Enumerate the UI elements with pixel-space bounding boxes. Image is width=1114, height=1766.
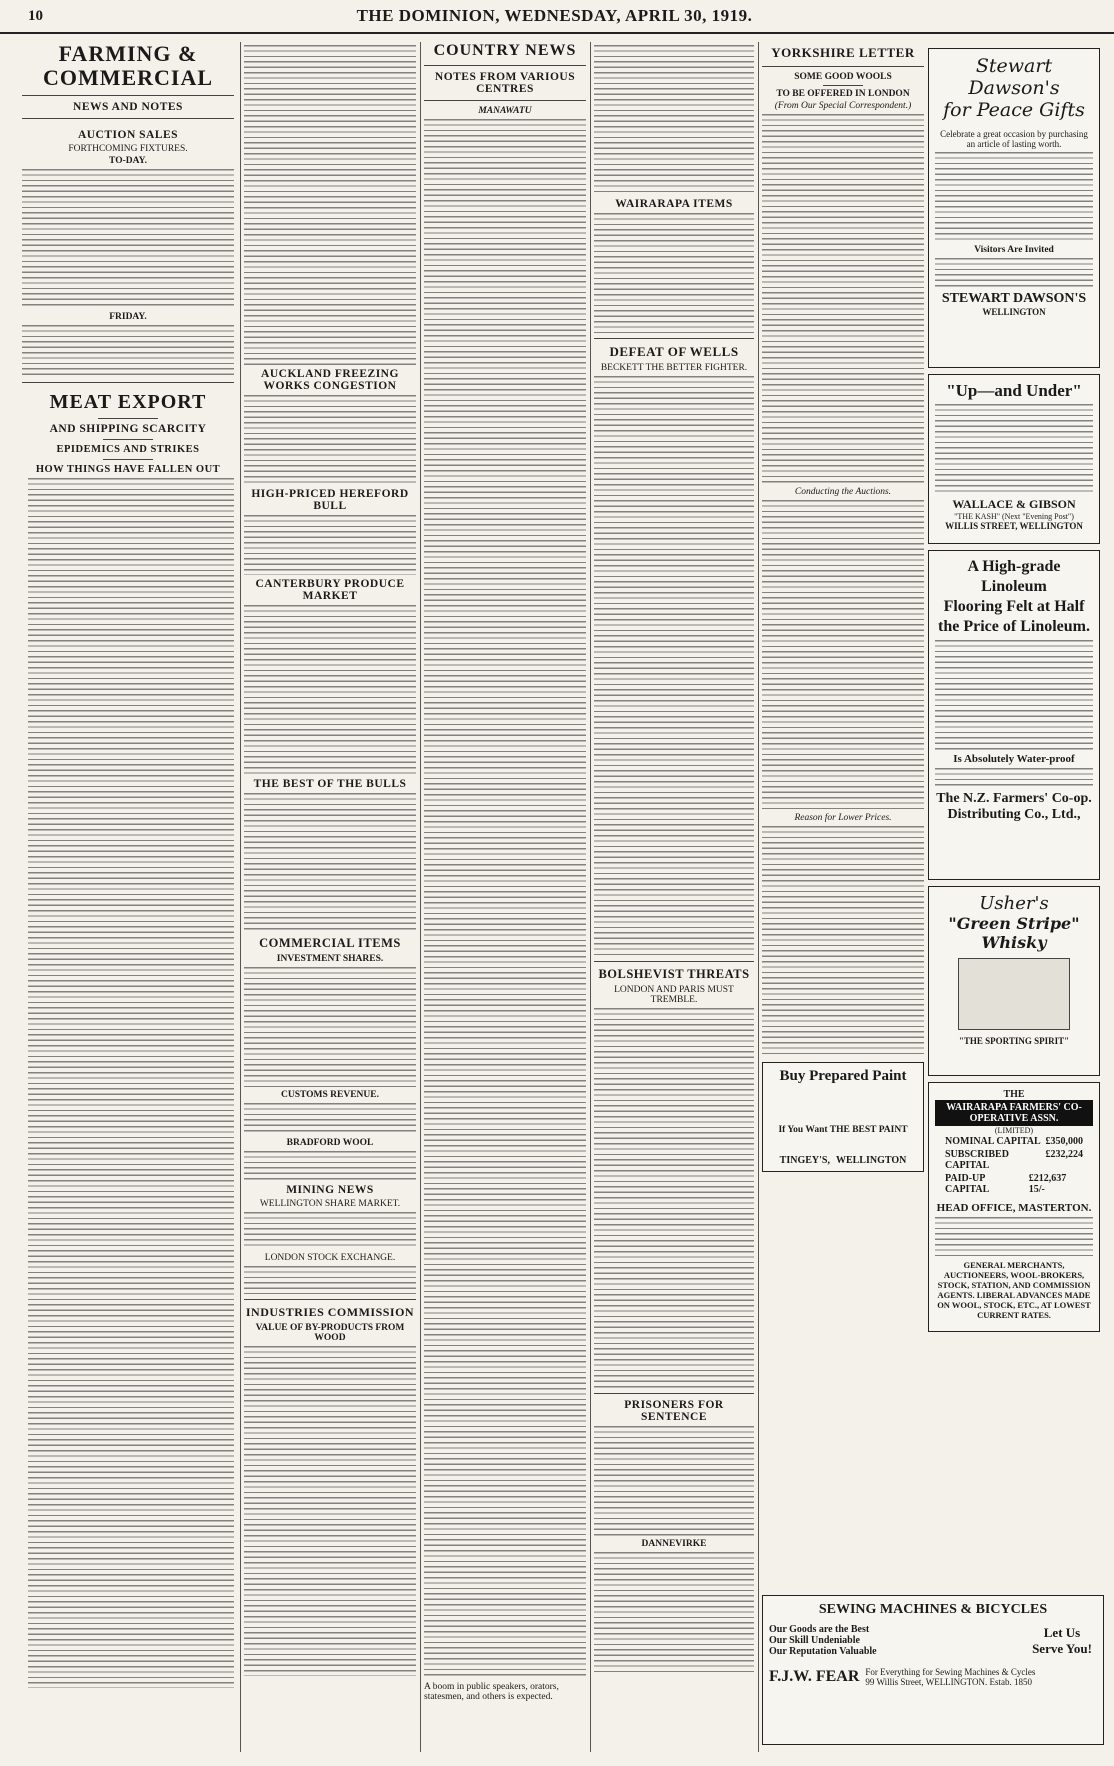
sewing-title: SEWING MACHINES & BICYCLES (818, 1602, 1048, 1617)
wairarapa-footer: GENERAL MERCHANTS, AUCTIONEERS, WOOL-BROKERS, STOCK, STATION, AND COMMISSION AGENTS. LIBERAL ADVANCES MADE ON WOOL, STOCK, ETC., AT LOWEST CURRENT RATES. (937, 1260, 1091, 1320)
fear-address: 99 Willis Street, WELLINGTON. Estab. 1850 (865, 1677, 1033, 1687)
lino-line-3: the Price of Linoleum. (938, 618, 1090, 635)
page-number: 10 (28, 7, 43, 24)
paint-title: Buy Prepared Paint (779, 1068, 907, 1084)
ad-sewing (762, 1595, 1104, 1745)
country-news-sub: NOTES FROM VARIOUS CENTRES (434, 71, 576, 95)
bolshevist-heading: BOLSHEVIST THREATS (598, 967, 750, 981)
ad-wairarapa-farmers (928, 1082, 1100, 1332)
ad-whisky (928, 886, 1100, 1076)
customs-heading: CUSTOMS REVENUE. (280, 1090, 379, 1100)
nominal-value: £350,000 (1045, 1136, 1083, 1147)
country-footer: A boom in public speakers, orators, statesmen, and others is expected. (424, 1682, 559, 1702)
auckland-heading: AUCKLAND FREEZING WORKS CONGESTION (261, 368, 399, 392)
whisky-brand: Usher's (979, 893, 1049, 914)
column-rule (240, 42, 241, 1752)
meat-export-heading: MEAT EXPORT (49, 391, 207, 413)
stewart-body: Celebrate a great occasion by purchasing an article of lasting worth. (940, 129, 1088, 149)
london-stock: LONDON STOCK EXCHANGE. (264, 1253, 396, 1263)
upunder-tag: "THE KASH" (Next "Evening Post") (954, 512, 1074, 521)
mining-heading: MINING NEWS (286, 1184, 374, 1196)
subscribed-value: £232,224 (1045, 1149, 1083, 1160)
paidup-value: £212,637 15/- (1028, 1173, 1067, 1195)
industries-heading: INDUSTRIES COMMISSION (245, 1305, 415, 1319)
column-ads (928, 42, 1100, 1338)
wairarapa-limited: (LIMITED) (994, 1126, 1034, 1135)
lino-waterproof: Is Absolutely Water-proof (953, 753, 1075, 765)
paint-brand: TINGEY'S, (779, 1155, 830, 1166)
paint-line: If You Want THE BEST PAINT (778, 1125, 908, 1135)
sewing-good-2: Our Skill Undeniable (769, 1635, 860, 1646)
upunder-title: "Up—and Under" (946, 381, 1082, 400)
whisky-name: "Green Stripe" (948, 914, 1080, 933)
sewing-good-3: Our Reputation Valuable (769, 1646, 877, 1657)
lino-co-1: The N.Z. Farmers' Co-op. (936, 791, 1092, 806)
hereford-heading: HIGH-PRICED HEREFORD BULL (251, 488, 409, 512)
ad-linoleum (928, 550, 1100, 880)
ad-stewart-dawson (928, 48, 1100, 368)
subscribed-label: SUBSCRIBED CAPITAL (945, 1149, 1009, 1171)
column-country (424, 42, 586, 1704)
stewart-name: STEWART DAWSON'S (941, 291, 1087, 306)
column-farming (22, 42, 234, 1691)
column-markets (244, 42, 416, 1679)
dannevirke-heading: DANNEVIRKE (641, 1539, 707, 1549)
stewart-visitors: Visitors Are Invited (974, 245, 1054, 255)
ad-paint (762, 1062, 924, 1172)
bradford-heading: BRADFORD WOOL (286, 1138, 374, 1148)
lino-co-2: Distributing Co., Ltd., (947, 807, 1081, 822)
defeat-heading: DEFEAT OF WELLS (609, 344, 739, 359)
newspaper-title: THE DOMINION, WEDNESDAY, APRIL 30, 1919. (356, 6, 753, 25)
masthead (0, 0, 1114, 34)
canterbury-heading: CANTERBURY PRODUCE MARKET (255, 578, 405, 602)
whisky-spirit: "THE SPORTING SPIRIT" (958, 1036, 1070, 1046)
meat-sub-1: AND SHIPPING SCARCITY (49, 423, 207, 435)
yorkshire-sub-3: (From Our Special Correspondent.) (774, 101, 912, 111)
paidup-label: PAID-UP CAPITAL (945, 1173, 990, 1195)
whisky-illustration (958, 958, 1070, 1030)
conducting-heading: Conducting the Auctions. (794, 487, 892, 497)
wellington-share: WELLINGTON SHARE MARKET. (259, 1199, 401, 1209)
wairarapa-items-heading: WAIRARAPA ITEMS (615, 198, 733, 210)
upunder-address: WILLIS STREET, WELLINGTON (945, 521, 1083, 531)
bulls-heading: THE BEST OF THE BULLS (253, 778, 407, 790)
column-rule (420, 42, 421, 1752)
yorkshire-heading: YORKSHIRE LETTER (771, 45, 915, 60)
column-rule (590, 42, 591, 1752)
ad-up-and-under (928, 374, 1100, 544)
wairarapa-name: WAIRARAPA FARMERS' CO-OPERATIVE ASSN. (935, 1100, 1093, 1126)
column-yorkshire (762, 42, 924, 1178)
yorkshire-sub-2: TO BE OFFERED IN LONDON (776, 89, 910, 99)
nominal-label: NOMINAL CAPITAL (945, 1136, 1041, 1147)
friday-label: FRIDAY. (109, 312, 147, 322)
lino-line-1: A High-grade Linoleum (967, 558, 1061, 595)
today-label: TO-DAY. (109, 156, 147, 166)
wairarapa-pre: THE (1003, 1089, 1025, 1100)
fear-name: F.J.W. FEAR (769, 1668, 860, 1685)
auction-heading: AUCTION SALES (77, 129, 179, 141)
bolshevist-sub: LONDON AND PARIS MUST TREMBLE. (614, 985, 734, 1005)
paint-town: WELLINGTON (835, 1155, 907, 1166)
column-rule (758, 42, 759, 1752)
meat-sub-2: EPIDEMICS AND STRIKES (56, 444, 200, 455)
investment-heading: INVESTMENT SHARES. (276, 954, 384, 964)
meat-sub-3: HOW THINGS HAVE FALLEN OUT (35, 464, 221, 475)
lino-line-2: Flooring Felt at Half (943, 598, 1085, 615)
upunder-brand: WALLACE & GIBSON (952, 497, 1076, 511)
stewart-line-2: for Peace Gifts (943, 99, 1085, 121)
country-news-heading: COUNTRY NEWS (433, 42, 577, 59)
manawatu-heading: MANAWATU (478, 106, 532, 116)
yorkshire-sub-1: SOME GOOD WOOLS (794, 72, 892, 82)
prisoners-heading: PRISONERS FOR SENTENCE (624, 1399, 724, 1423)
stewart-line-1: Stewart Dawson's (968, 55, 1060, 99)
sewing-good-1: Our Goods are the Best (769, 1624, 870, 1635)
auction-sub: FORTHCOMING FIXTURES. (68, 144, 188, 154)
sewing-serve: Let Us Serve You! (1032, 1624, 1092, 1656)
section-title: FARMING & COMMERCIAL (42, 42, 214, 90)
section-subtitle: NEWS AND NOTES (73, 101, 183, 113)
reason-heading: Reason for Lower Prices. (794, 813, 892, 823)
wairarapa-head: HEAD OFFICE, MASTERTON. (936, 1202, 1092, 1214)
column-news (594, 42, 754, 1675)
commercial-heading: COMMERCIAL ITEMS (259, 936, 401, 950)
stewart-town: WELLINGTON (982, 307, 1046, 317)
fear-line: For Everything for Sewing Machines & Cycles (865, 1667, 1036, 1677)
whisky-kind: Whisky (981, 933, 1047, 952)
defeat-sub: BECKETT THE BETTER FIGHTER. (600, 363, 748, 373)
industries-sub: VALUE OF BY-PRODUCTS FROM WOOD (255, 1323, 405, 1343)
